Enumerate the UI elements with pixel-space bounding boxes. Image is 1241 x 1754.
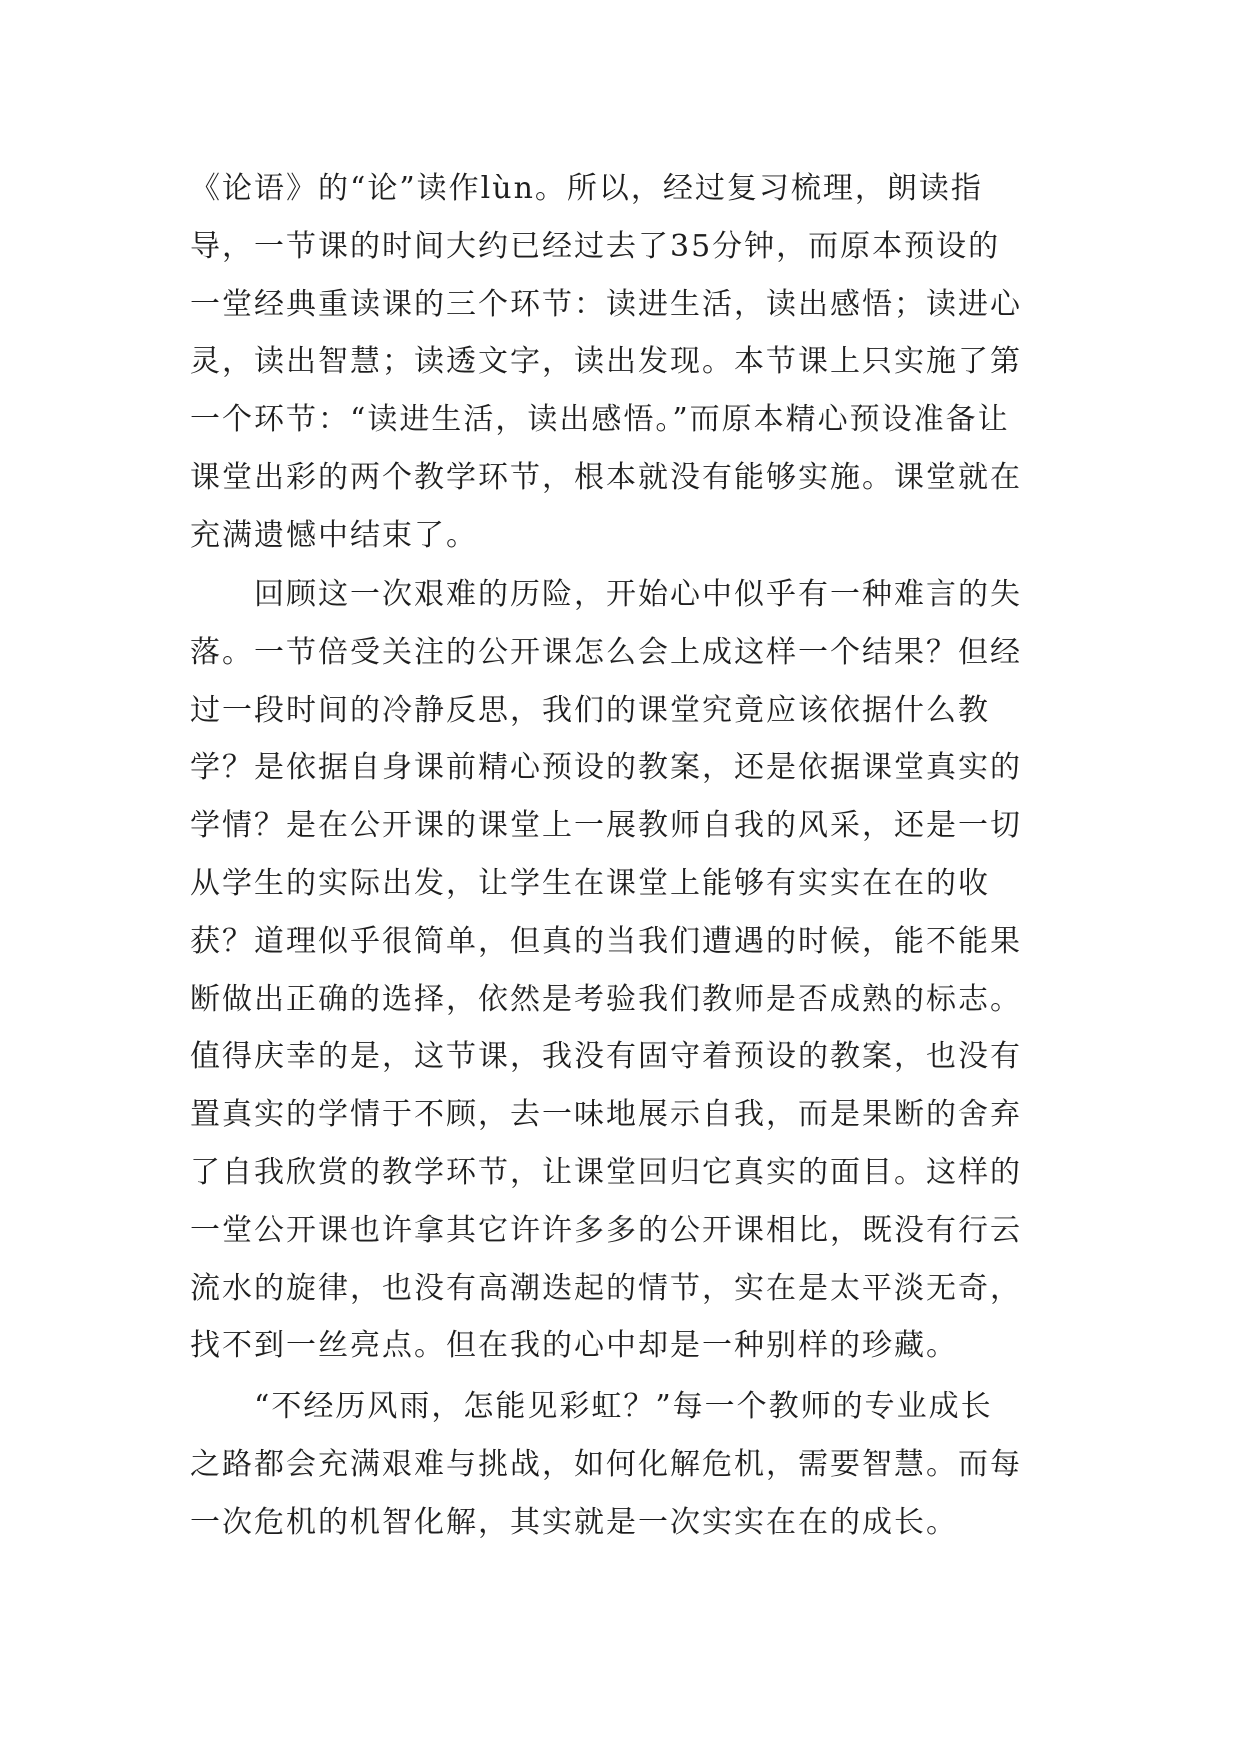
text-line: 学情？是在公开课的课堂上一展教师自我的风采，还是一切 (190, 808, 1022, 844)
text-line: 值得庆幸的是，这节课，我没有固守着预设的教案，也没有 (190, 1039, 1022, 1075)
text-line: 导，一节课的时间大约已经过去了35分钟，而原本预设的 (190, 228, 1001, 264)
text-line: 获？道理似乎很简单，但真的当我们遭遇的时候，能不能果 (190, 923, 1022, 959)
paragraph-2 (190, 566, 1060, 1375)
text-line: 一堂公开课也许拿其它许许多多的公开课相比，既没有行云 (190, 1212, 1022, 1248)
text-line: 了自我欣赏的教学环节，让课堂回归它真实的面目。这样的 (190, 1154, 1022, 1190)
text-line: 一个环节：“读进生活，读出感悟。”而原本精心预设准备让 (190, 402, 1010, 438)
text-line: 过一段时间的冷静反思，我们的课堂究竟应该依据什么教 (190, 692, 990, 728)
text-line: 一堂经典重读课的三个环节：读进生活，读出感悟；读进心 (190, 286, 1022, 322)
text-line: “不经历风雨，怎能见彩虹？”每一个教师的专业成长 (254, 1389, 993, 1424)
text-line: 断做出正确的选择，依然是考验我们教师是否成熟的标志。 (190, 981, 1022, 1017)
text-line: 置真实的学情于不顾，去一味地展示自我，而是果断的舍弃 (190, 1097, 1022, 1133)
text-line: 之路都会充满艰难与挑战，如何化解危机，需要智慧。而每 (190, 1446, 1022, 1482)
text-line: 流水的旋律，也没有高潮迭起的情节，实在是太平淡无奇， (190, 1270, 1022, 1306)
paragraph-3 (190, 1378, 1060, 1551)
text-line: 《论语》的“论”读作lùn。所以，经过复习梳理，朗读指 (190, 171, 983, 206)
text-line: 从学生的实际出发，让学生在课堂上能够有实实在在的收 (190, 865, 990, 901)
text-line: 一次危机的机智化解，其实就是一次实实在在的成长。 (190, 1504, 958, 1540)
text-line: 学？是依据自身课前精心预设的教案，还是依据课堂真实的 (190, 750, 1022, 786)
text-line: 回顾这一次艰难的历险，开始心中似乎有一种难言的失 (254, 577, 1022, 612)
paragraph-1 (190, 160, 1060, 565)
text-line: 灵，读出智慧；读透文字，读出发现。本节课上只实施了第 (190, 344, 1022, 380)
text-line: 充满遗憾中结束了。 (190, 517, 478, 553)
text-line: 找不到一丝亮点。但在我的心中却是一种别样的珍藏。 (190, 1328, 958, 1364)
text-line: 落。一节倍受关注的公开课怎么会上成这样一个结果？但经 (190, 634, 1022, 670)
text-line: 课堂出彩的两个教学环节，根本就没有能够实施。课堂就在 (190, 459, 1022, 495)
